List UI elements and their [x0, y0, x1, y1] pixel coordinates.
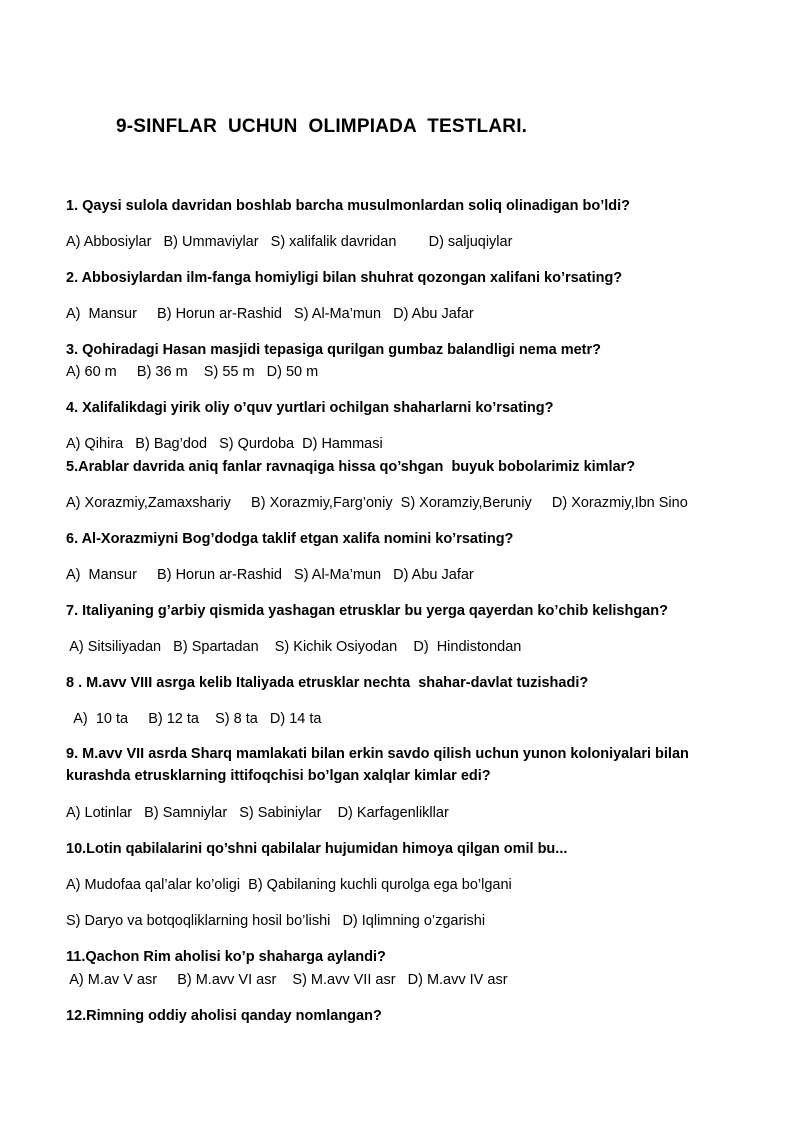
answer-options-10a: A) Mudofaa qal’alar ko’oligi B) Qabilaning kuchli qurolga ega bo’lgani	[66, 877, 512, 893]
answer-options-8: A) 10 ta B) 12 ta S) 8 ta D) 14 ta	[66, 711, 322, 727]
answer-options-5: A) Xorazmiy,Zamaxshariy B) Xorazmiy,Farg’oniy S) Xoramziy,Beruniy D) Xorazmiy,Ibn Sino	[66, 495, 688, 511]
question-4: 4. Xalifalikdagi yirik oliy o’quv yurtlari ochilgan shaharlarni ko’rsating?	[66, 400, 554, 416]
question-9: 9. M.avv VII asrda Sharq mamlakati bilan erkin savdo qilish uchun yunon koloniyalari bilan kurashda etrusklarning ittifoqchisi bo’lgan xalqlar kimlar edi?	[66, 746, 689, 784]
answer-options-9: A) Lotinlar B) Samniylar S) Sabiniylar D) Karfagenlikllar	[66, 805, 449, 821]
question-12: 12.Rimning oddiy aholisi qanday nomlangan?	[66, 1008, 382, 1024]
question-5: 5.Arablar davrida aniq fanlar ravnaqiga hissa qo’shgan buyuk bobolarimiz kimlar?	[66, 459, 636, 475]
answer-options-4: A) Qihira B) Bag’dod S) Qurdoba D) Hammasi	[66, 436, 383, 452]
question-11: 11.Qachon Rim aholisi ko’p shaharga aylandi?	[66, 949, 386, 965]
question-8: 8 . M.avv VIII asrga kelib Italiyada etrusklar nechta shahar-davlat tuzishadi?	[66, 675, 589, 691]
question-6: 6. Al-Xorazmiyni Bog’dodga taklif etgan xalifa nomini ko’rsating?	[66, 531, 514, 547]
question-10: 10.Lotin qabilalarini qo’shni qabilalar hujumidan himoya qilgan omil bu...	[66, 841, 568, 857]
answer-options-3: A) 60 m B) 36 m S) 55 m D) 50 m	[66, 364, 319, 380]
answer-options-10b: S) Daryo va botqoqliklarning hosil bo’lishi D) Iqlimning o’zgarishi	[66, 913, 486, 929]
question-3: 3. Qohiradagi Hasan masjidi tepasiga qurilgan gumbaz balandligi nema metr?	[66, 342, 602, 358]
question-1: 1. Qaysi sulola davridan boshlab barcha musulmonlardan soliq olinadigan bo’ldi?	[66, 198, 630, 214]
answer-options-7: A) Sitsiliyadan B) Spartadan S) Kichik Osiyodan D) Hindistondan	[66, 639, 522, 655]
answer-options-2: A) Mansur B) Horun ar-Rashid S) Al-Ma’mun D) Abu Jafar	[66, 306, 474, 322]
question-2: 2. Abbosiylardan ilm-fanga homiyligi bilan shuhrat qozongan xalifani ko’rsating?	[66, 270, 623, 286]
answer-options-11: A) M.av V asr B) M.avv VI asr S) M.avv VII asr D) M.avv IV asr	[66, 972, 508, 988]
answer-options-6: A) Mansur B) Horun ar-Rashid S) Al-Ma’mun D) Abu Jafar	[66, 567, 474, 583]
question-7: 7. Italiyaning g’arbiy qismida yashagan etrusklar bu yerga qayerdan ko’chib kelishgan?	[66, 603, 668, 619]
page-title: 9-SINFLAR UCHUN OLIMPIADA TESTLARI.	[116, 116, 528, 137]
answer-options-1: A) Abbosiylar B) Ummaviylar S) xalifalik davridan D) saljuqiylar	[66, 234, 513, 250]
